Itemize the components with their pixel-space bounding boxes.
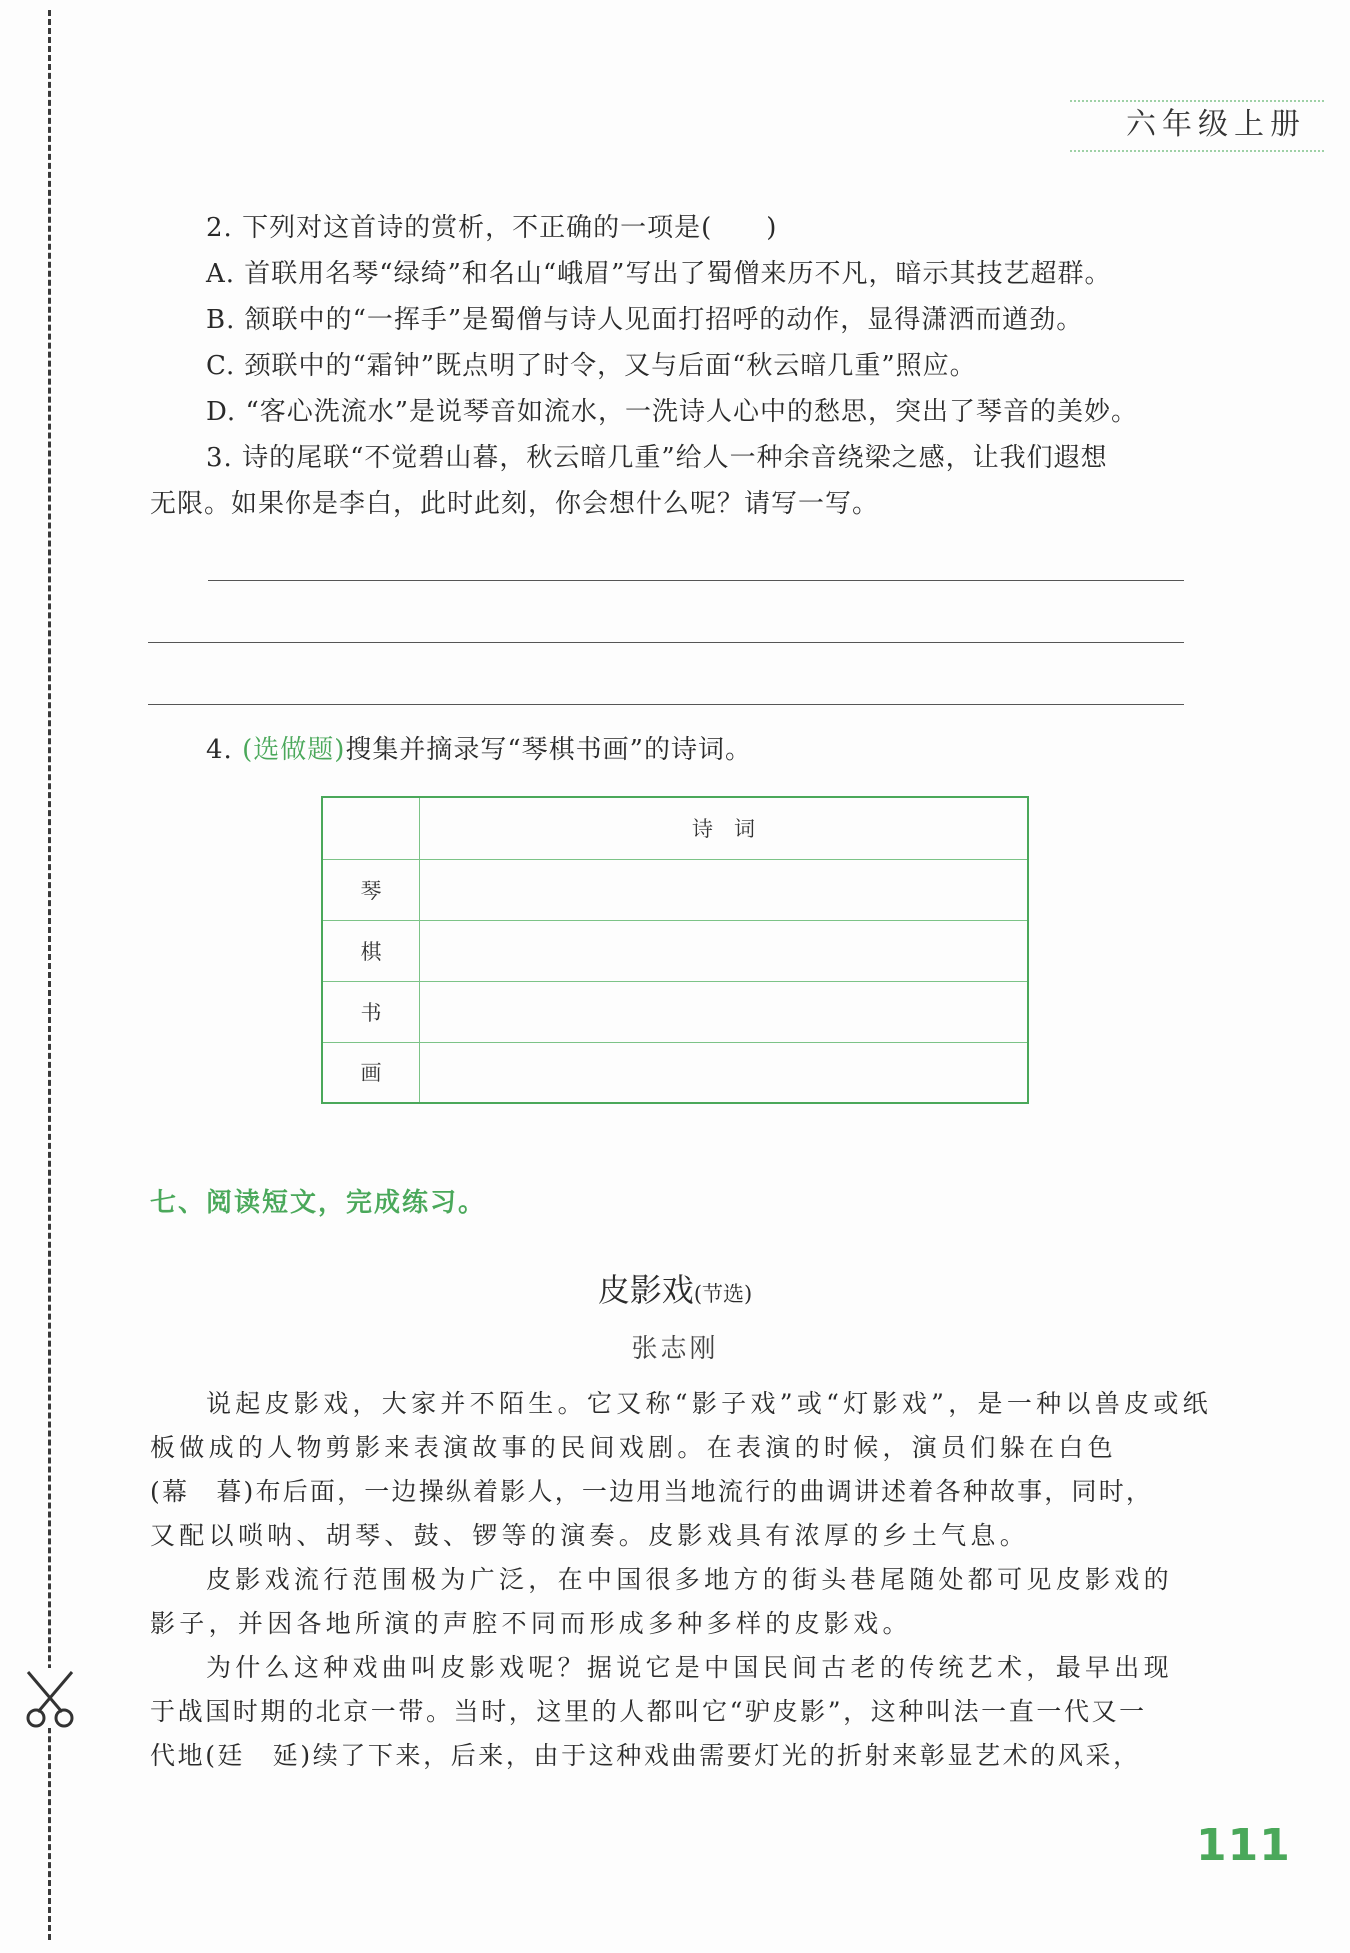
question-3-line-1: 3. 诗的尾联“不觉碧山暮，秋云暗几重”给人一种余音绕梁之感，让我们遐想 — [206, 443, 1108, 473]
table-answer-cell[interactable] — [420, 920, 1029, 981]
answer-line[interactable] — [208, 580, 1184, 581]
article-line: 影子，并因各地所演的声腔不同而形成多种多样的皮影戏。 — [150, 1609, 912, 1638]
article-line: 皮影戏流行范围极为广泛，在中国很多地方的街头巷尾随处都可见皮影戏的 — [206, 1565, 1173, 1594]
article-title-text: 皮影戏 — [597, 1271, 694, 1309]
poem-table — [321, 796, 1029, 1104]
question-2-option-b: B. 颔联中的“一挥手”是蜀僧与诗人见面打招呼的动作，显得潇洒而遒劲。 — [206, 305, 1084, 335]
cut-line — [48, 10, 51, 1940]
question-4 — [206, 728, 752, 772]
table-answer-cell[interactable] — [420, 1042, 1029, 1103]
question-2-stem: 2. 下列对这首诗的赏析，不正确的一项是( ) — [206, 213, 778, 243]
optional-tag: (选做题) — [242, 735, 346, 765]
question-2-option-d: D. “客心洗流水”是说琴音如流水，一洗诗人心中的愁思，突出了琴音的美妙。 — [206, 397, 1139, 427]
question-4-number: 4. — [206, 735, 243, 765]
question-2-option-a: A. 首联用名琴“绿绮”和名山“峨眉”写出了蜀僧来历不凡，暗示其技艺超群。 — [206, 259, 1112, 289]
question-2-option-c: C. 颈联中的“霜钟”既点明了时令，又与后面“秋云暗几重”照应。 — [206, 351, 977, 381]
table-answer-cell[interactable] — [420, 981, 1029, 1042]
article-title-note: (节选) — [693, 1282, 753, 1306]
grade-label: 六年级上册 — [1070, 100, 1324, 152]
article-line: 说起皮影戏，大家并不陌生。它又称“影子戏”或“灯影戏”，是一种以兽皮或纸 — [206, 1389, 1212, 1418]
answer-line[interactable] — [148, 642, 1184, 643]
question-4-text: 搜集并摘录写“琴棋书画”的诗词。 — [345, 735, 752, 765]
table-header-poems: 诗 词 — [420, 797, 1029, 859]
article-line: 为什么这种戏曲叫皮影戏呢？据说它是中国民间古老的传统艺术，最早出现 — [206, 1653, 1173, 1682]
scissors-icon — [22, 1668, 78, 1728]
section-title: 七、阅读短文，完成练习。 — [150, 1188, 487, 1218]
table-corner-cell — [322, 797, 420, 859]
table-answer-cell[interactable] — [420, 859, 1029, 920]
article-title — [0, 1265, 1350, 1311]
article-line: 于战国时期的北京一带。当时，这里的人都叫它“驴皮影”，这种叫法一直一代又一 — [150, 1697, 1147, 1726]
answer-line[interactable] — [148, 704, 1184, 705]
article-author: 张志刚 — [631, 1334, 719, 1364]
page-number: 111 — [1196, 1820, 1291, 1871]
article-line: 代地(廷 延)续了下来，后来，由于这种戏曲需要灯光的折射来彰显艺术的风采， — [150, 1741, 1141, 1770]
article-line: 又配以唢呐、胡琴、鼓、锣等的演奏。皮影戏具有浓厚的乡土气息。 — [150, 1521, 1030, 1550]
table-row-label: 棋 — [322, 920, 420, 981]
table-row-label: 书 — [322, 981, 420, 1042]
table-row-label: 画 — [322, 1042, 420, 1103]
table-row-label: 琴 — [322, 859, 420, 920]
question-3-line-2: 无限。如果你是李白，此时此刻，你会想什么呢？请写一写。 — [150, 489, 880, 519]
article-line: (幕 暮)布后面，一边操纵着影人，一边用当地流行的曲调讲述着各种故事，同时， — [150, 1477, 1154, 1506]
article-line: 板做成的人物剪影来表演故事的民间戏剧。在表演的时候，演员们躲在白色 — [150, 1433, 1117, 1462]
